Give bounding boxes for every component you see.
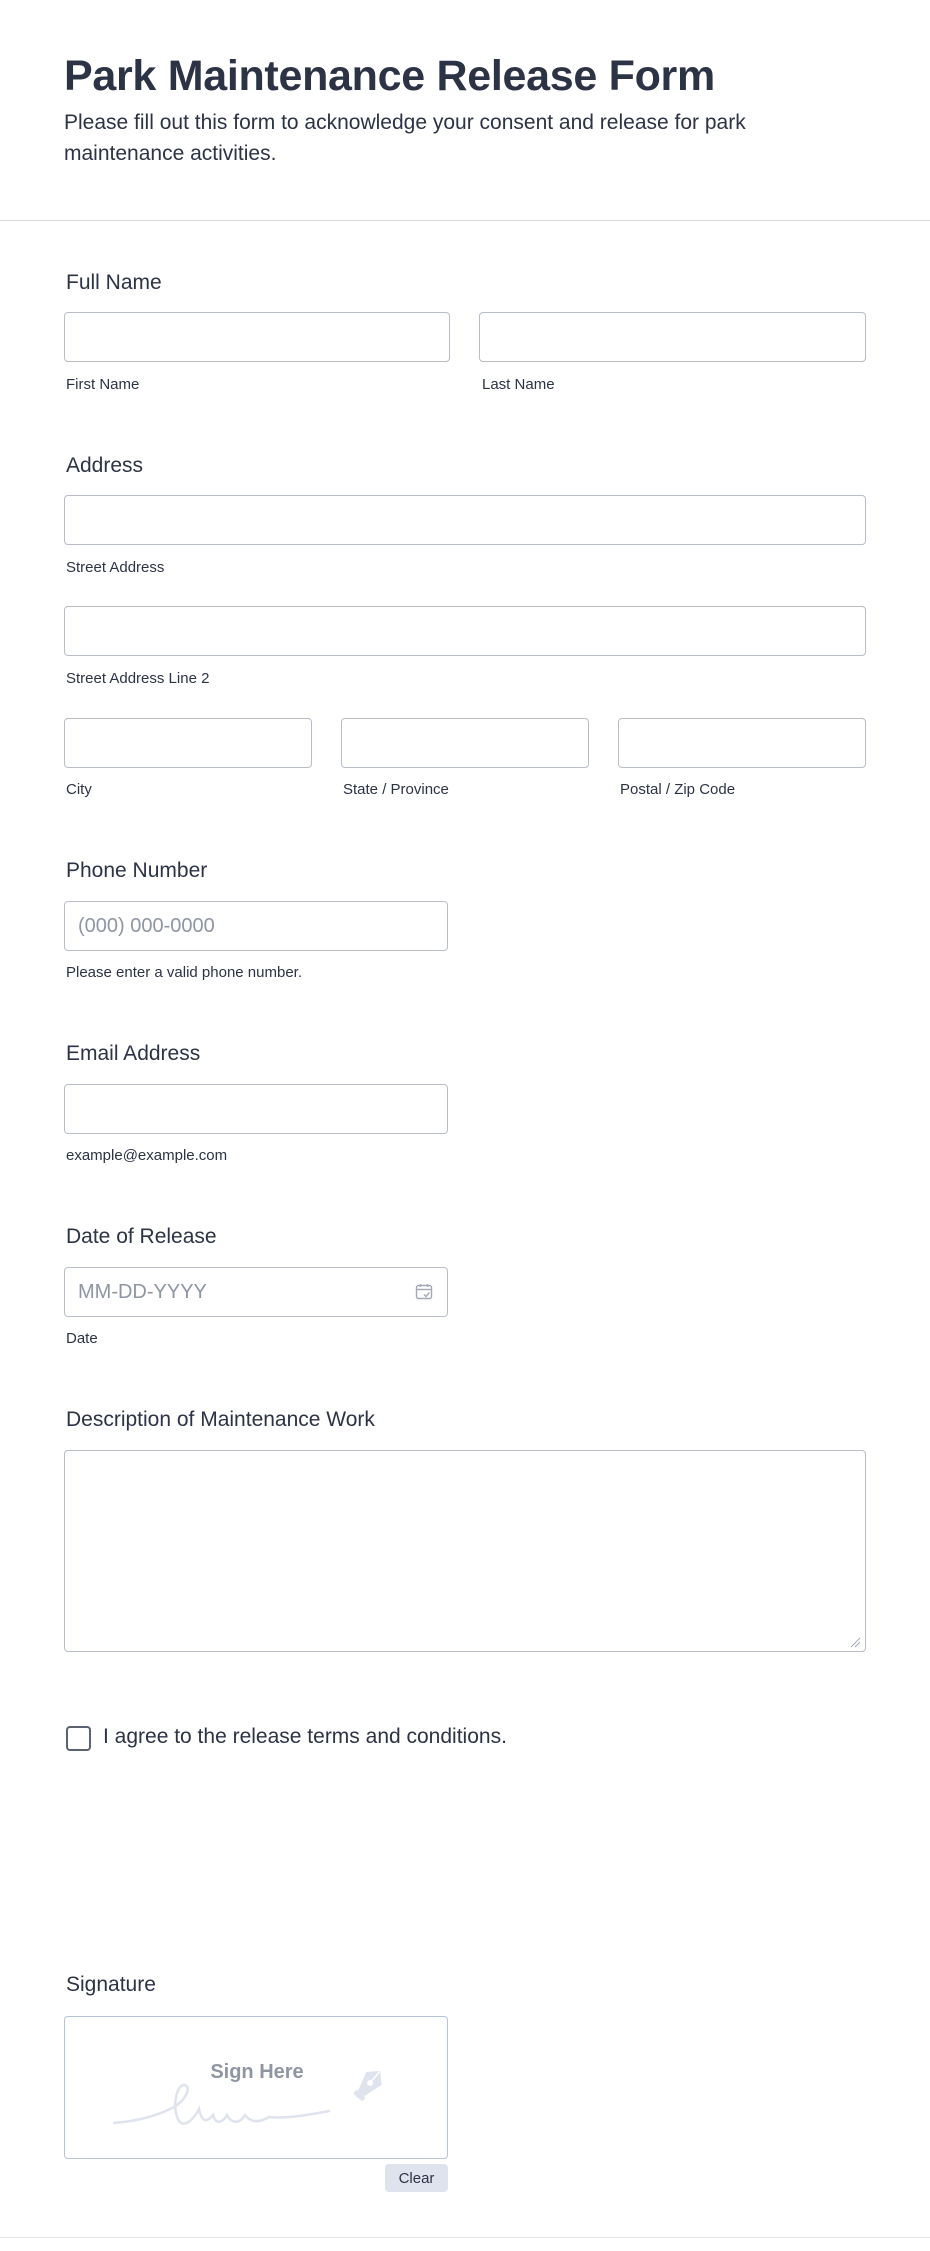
signature-pad[interactable] bbox=[64, 2016, 448, 2159]
resize-grip-icon[interactable] bbox=[849, 1636, 861, 1648]
sign-here-prompt: Sign Here bbox=[210, 2061, 304, 2083]
clear-signature-button[interactable]: Clear bbox=[385, 2164, 448, 2192]
email-address-input[interactable] bbox=[64, 1084, 448, 1134]
street-address-line2-input[interactable] bbox=[64, 606, 866, 656]
address-label: Address bbox=[66, 454, 144, 477]
description-label: Description of Maintenance Work bbox=[66, 1408, 375, 1431]
description-textarea[interactable] bbox=[64, 1450, 866, 1652]
agreement-label[interactable]: I agree to the release terms and conditions. bbox=[103, 1725, 507, 1748]
city-sublabel: City bbox=[66, 781, 92, 798]
street-address-line2-sublabel: Street Address Line 2 bbox=[66, 670, 210, 687]
state-province-sublabel: State / Province bbox=[343, 781, 449, 798]
date-of-release-label: Date of Release bbox=[66, 1225, 217, 1248]
form-header bbox=[0, 0, 930, 221]
email-address-hint: example@example.com bbox=[66, 1147, 228, 1164]
last-name-input[interactable] bbox=[479, 312, 866, 362]
date-of-release-input[interactable] bbox=[64, 1267, 448, 1317]
postal-zip-input[interactable] bbox=[618, 718, 866, 768]
phone-number-input[interactable] bbox=[64, 901, 448, 951]
email-address-label: Email Address bbox=[66, 1042, 201, 1065]
calendar-icon[interactable] bbox=[415, 1283, 433, 1301]
last-name-sublabel: Last Name bbox=[482, 376, 555, 393]
street-address-sublabel: Street Address bbox=[66, 559, 165, 576]
agreement-checkbox[interactable] bbox=[66, 1726, 91, 1751]
first-name-sublabel: First Name bbox=[66, 376, 140, 393]
phone-number-label: Phone Number bbox=[66, 859, 208, 882]
signature-label: Signature bbox=[66, 1973, 156, 1996]
state-province-input[interactable] bbox=[341, 718, 589, 768]
city-input[interactable] bbox=[64, 718, 312, 768]
page-title: Park Maintenance Release Form bbox=[64, 52, 715, 100]
footer-divider bbox=[0, 2237, 930, 2238]
date-of-release-hint: Date bbox=[66, 1330, 98, 1347]
postal-zip-sublabel: Postal / Zip Code bbox=[620, 781, 736, 798]
first-name-input[interactable] bbox=[64, 312, 450, 362]
full-name-label: Full Name bbox=[66, 271, 162, 294]
street-address-input[interactable] bbox=[64, 495, 866, 545]
page-subtitle: Please fill out this form to acknowledge your consent and release for park maintenance activities. bbox=[64, 111, 746, 165]
phone-number-hint: Please enter a valid phone number. bbox=[66, 964, 302, 981]
